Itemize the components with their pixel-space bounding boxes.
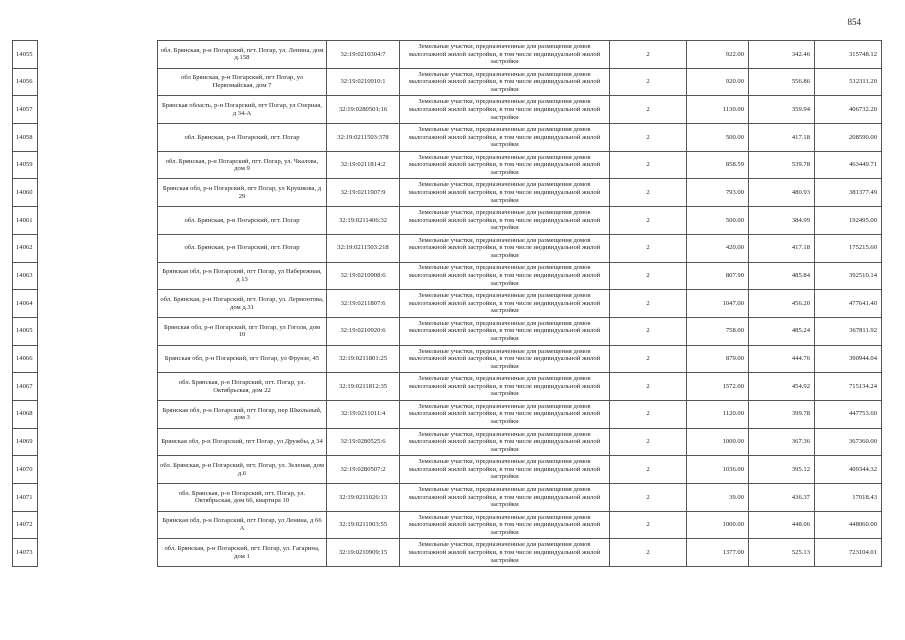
category-cell: 2 [610, 124, 687, 152]
specific-value-cell: 444.76 [749, 345, 815, 373]
land-purpose-cell: Земельные участки, предназначенные для размещения домов малоэтажной жилой застройки, в том числе индивидуальной жилой застройки [400, 345, 610, 373]
table-row [13, 428, 882, 456]
address-cell: обл. Брянская, р-н Погарский, пгт. Погар, ул. Октябрьская, дом 22 [158, 373, 327, 401]
category-cell: 2 [610, 345, 687, 373]
empty-cell [38, 317, 158, 345]
specific-value-cell: 417.18 [749, 124, 815, 152]
table-row [13, 345, 882, 373]
table-row [13, 179, 882, 207]
specific-value-cell: 448.06 [749, 511, 815, 539]
specific-value-cell: 480.93 [749, 179, 815, 207]
cadastral-value-cell: 367360.00 [815, 428, 882, 456]
category-cell: 2 [610, 96, 687, 124]
cadastral-number-cell: 32:19:0211807:6 [327, 290, 400, 318]
row-number-cell: 14057 [13, 96, 38, 124]
category-cell: 2 [610, 317, 687, 345]
cadastral-number-cell: 32:19:0280501:16 [327, 96, 400, 124]
row-number-cell: 14061 [13, 207, 38, 235]
address-cell: обл. Брянская, р-н Погарский, пгт. Погар [158, 124, 327, 152]
row-number-cell: 14056 [13, 68, 38, 96]
cadastral-number-cell: 32:19:0211903:55 [327, 511, 400, 539]
land-purpose-cell: Земельные участки, предназначенные для размещения домов малоэтажной жилой застройки, в том числе индивидуальной жилой застройки [400, 511, 610, 539]
cadastral-number-cell: 32:19:0210920:6 [327, 317, 400, 345]
specific-value-cell: 342.46 [749, 41, 815, 69]
address-cell: обл. Брянская, р-н Погарский, пгт. Погар, ул. Ленина, дом д.158 [158, 41, 327, 69]
empty-cell [38, 290, 158, 318]
area-cell: 858.59 [687, 151, 749, 179]
category-cell: 2 [610, 290, 687, 318]
address-cell: Брянская обл, р-н Погарский, пгт Погар, ул Набережная, д 13 [158, 262, 327, 290]
address-cell: Брянская обл, р-н Погарский, пгт Погар, ул Крушкова, д 29 [158, 179, 327, 207]
address-cell: Брянская обл, р-н Погарский, пгт Погар, пер Школьный, дом 3 [158, 400, 327, 428]
category-cell: 2 [610, 262, 687, 290]
area-cell: 39.00 [687, 484, 749, 512]
specific-value-cell: 525.13 [749, 539, 815, 567]
cadastral-value-cell: 409344.32 [815, 456, 882, 484]
category-cell: 2 [610, 484, 687, 512]
land-purpose-cell: Земельные участки, предназначенные для размещения домов малоэтажной жилой застройки, в том числе индивидуальной жилой застройки [400, 539, 610, 567]
address-cell: Брянская обл, р-н Погарский, пгт Погар, ул Ленина, д 66 А [158, 511, 327, 539]
specific-value-cell: 384.99 [749, 207, 815, 235]
land-purpose-cell: Земельные участки, предназначенные для размещения домов малоэтажной жилой застройки, в том числе индивидуальной жилой застройки [400, 262, 610, 290]
cadastral-number-cell: 32:19:0211503:378 [327, 124, 400, 152]
empty-cell [38, 345, 158, 373]
category-cell: 2 [610, 428, 687, 456]
land-purpose-cell: Земельные участки, предназначенные для размещения домов малоэтажной жилой застройки, в том числе индивидуальной жилой застройки [400, 234, 610, 262]
table-row [13, 539, 882, 567]
cadastral-value-cell: 315748.12 [815, 41, 882, 69]
cadastral-number-cell: 32:19:0211814:2 [327, 151, 400, 179]
category-cell: 2 [610, 151, 687, 179]
category-cell: 2 [610, 511, 687, 539]
cadastral-value-cell: 367811.92 [815, 317, 882, 345]
address-cell: обл. Брянская, р-н Погарский, пгт. Погар, ул. Лермонтова, дом д.31 [158, 290, 327, 318]
category-cell: 2 [610, 41, 687, 69]
cadastral-number-cell: 32:19:0211011:4 [327, 400, 400, 428]
cadastral-value-cell: 390944.04 [815, 345, 882, 373]
table-row [13, 41, 882, 69]
table-row [13, 124, 882, 152]
table-row [13, 96, 882, 124]
land-purpose-cell: Земельные участки, предназначенные для размещения домов малоэтажной жилой застройки, в том числе индивидуальной жилой застройки [400, 96, 610, 124]
specific-value-cell: 485.24 [749, 317, 815, 345]
cadastral-number-cell: 32:19:0211907:9 [327, 179, 400, 207]
row-number-cell: 14062 [13, 234, 38, 262]
category-cell: 2 [610, 373, 687, 401]
table-row [13, 68, 882, 96]
specific-value-cell: 399.78 [749, 400, 815, 428]
category-cell: 2 [610, 400, 687, 428]
row-number-cell: 14070 [13, 456, 38, 484]
area-cell: 500.00 [687, 207, 749, 235]
empty-cell [38, 151, 158, 179]
area-cell: 879.00 [687, 345, 749, 373]
cadastral-value-table-wrapper [12, 40, 881, 567]
cadastral-value-cell: 406732.20 [815, 96, 882, 124]
cadastral-value-cell: 208590.00 [815, 124, 882, 152]
row-number-cell: 14063 [13, 262, 38, 290]
area-cell: 807.90 [687, 262, 749, 290]
cadastral-number-cell: 32:19:0280507:2 [327, 456, 400, 484]
area-cell: 500.00 [687, 124, 749, 152]
address-cell: обл. Брянская, р-н Погарский, пгт. Погар [158, 207, 327, 235]
specific-value-cell: 436.37 [749, 484, 815, 512]
cadastral-value-cell: 448060.00 [815, 511, 882, 539]
land-purpose-cell: Земельные участки, предназначенные для размещения домов малоэтажной жилой застройки, в том числе индивидуальной жилой застройки [400, 484, 610, 512]
table-body [13, 41, 882, 567]
cadastral-value-cell: 17018.43 [815, 484, 882, 512]
specific-value-cell: 359.94 [749, 96, 815, 124]
specific-value-cell: 417.18 [749, 234, 815, 262]
land-purpose-cell: Земельные участки, предназначенные для размещения домов малоэтажной жилой застройки, в том числе индивидуальной жилой застройки [400, 373, 610, 401]
table-row [13, 484, 882, 512]
row-number-cell: 14060 [13, 179, 38, 207]
empty-cell [38, 456, 158, 484]
empty-cell [38, 179, 158, 207]
address-cell: обл. Брянская, р-н Погарский, пгт. Погар, ул. Чкалова, дом 9 [158, 151, 327, 179]
land-purpose-cell: Земельные участки, предназначенные для размещения домов малоэтажной жилой застройки, в том числе индивидуальной жилой застройки [400, 179, 610, 207]
row-number-cell: 14055 [13, 41, 38, 69]
specific-value-cell: 395.12 [749, 456, 815, 484]
specific-value-cell: 454.92 [749, 373, 815, 401]
area-cell: 793.00 [687, 179, 749, 207]
category-cell: 2 [610, 539, 687, 567]
cadastral-number-cell: 32:19:0211503:218 [327, 234, 400, 262]
category-cell: 2 [610, 207, 687, 235]
page-number: 854 [847, 17, 861, 27]
land-purpose-cell: Земельные участки, предназначенные для размещения домов малоэтажной жилой застройки, в том числе индивидуальной жилой застройки [400, 317, 610, 345]
cadastral-value-table [12, 40, 882, 567]
cadastral-number-cell: 32:19:0210910:1 [327, 68, 400, 96]
empty-cell [38, 484, 158, 512]
table-row [13, 317, 882, 345]
specific-value-cell: 556.86 [749, 68, 815, 96]
area-cell: 920.00 [687, 68, 749, 96]
area-cell: 420.00 [687, 234, 749, 262]
area-cell: 758.00 [687, 317, 749, 345]
cadastral-value-cell: 175215.60 [815, 234, 882, 262]
table-row [13, 262, 882, 290]
area-cell: 1572.00 [687, 373, 749, 401]
land-purpose-cell: Земельные участки, предназначенные для размещения домов малоэтажной жилой застройки, в том числе индивидуальной жилой застройки [400, 456, 610, 484]
address-cell: Брянская обл, р-н Погарский, пгт Погар, ул Фрунзе, 45 [158, 345, 327, 373]
empty-cell [38, 234, 158, 262]
cadastral-number-cell: 32:19:0211812:35 [327, 373, 400, 401]
address-cell: Брянская область, р-н Погарский, пгт Погар, ул Озерная, д 34-А [158, 96, 327, 124]
cadastral-value-cell: 477641.40 [815, 290, 882, 318]
land-purpose-cell: Земельные участки, предназначенные для размещения домов малоэтажной жилой застройки, в том числе индивидуальной жилой застройки [400, 428, 610, 456]
area-cell: 1377.00 [687, 539, 749, 567]
empty-cell [38, 207, 158, 235]
land-purpose-cell: Земельные участки, предназначенные для размещения домов малоэтажной жилой застройки, в том числе индивидуальной жилой застройки [400, 151, 610, 179]
area-cell: 922.00 [687, 41, 749, 69]
cadastral-number-cell: 32:19:0280525:6 [327, 428, 400, 456]
address-cell: Брянская обл, р-н Погарский, пгт Погар, ул Дружбы, д 34 [158, 428, 327, 456]
table-row [13, 373, 882, 401]
row-number-cell: 14065 [13, 317, 38, 345]
empty-cell [38, 373, 158, 401]
cadastral-value-cell: 723104.01 [815, 539, 882, 567]
row-number-cell: 14058 [13, 124, 38, 152]
category-cell: 2 [610, 68, 687, 96]
row-number-cell: 14066 [13, 345, 38, 373]
area-cell: 1000.00 [687, 511, 749, 539]
cadastral-value-cell: 463449.71 [815, 151, 882, 179]
land-purpose-cell: Земельные участки, предназначенные для размещения домов малоэтажной жилой застройки, в том числе индивидуальной жилой застройки [400, 400, 610, 428]
row-number-cell: 14072 [13, 511, 38, 539]
area-cell: 1047.00 [687, 290, 749, 318]
row-number-cell: 14071 [13, 484, 38, 512]
empty-cell [38, 41, 158, 69]
area-cell: 1120.00 [687, 400, 749, 428]
cadastral-number-cell: 32:19:0211801:25 [327, 345, 400, 373]
address-cell: Брянская обл, р-н Погарский, пгт Погар, ул Гоголя, дом 10 [158, 317, 327, 345]
table-row [13, 456, 882, 484]
row-number-cell: 14073 [13, 539, 38, 567]
row-number-cell: 14064 [13, 290, 38, 318]
land-purpose-cell: Земельные участки, предназначенные для размещения домов малоэтажной жилой застройки, в том числе индивидуальной жилой застройки [400, 124, 610, 152]
table-row [13, 400, 882, 428]
address-cell: обл. Брянская, р-н Погарский, пгт. Погар, ул. Гагарина, дом 1 [158, 539, 327, 567]
empty-cell [38, 96, 158, 124]
cadastral-number-cell: 32:19:0210909:15 [327, 539, 400, 567]
cadastral-value-cell: 715134.24 [815, 373, 882, 401]
table-row [13, 234, 882, 262]
specific-value-cell: 485.84 [749, 262, 815, 290]
row-number-cell: 14059 [13, 151, 38, 179]
row-number-cell: 14067 [13, 373, 38, 401]
cadastral-value-cell: 512311.20 [815, 68, 882, 96]
empty-cell [38, 262, 158, 290]
table-row [13, 207, 882, 235]
address-cell: обл. Брянская, р-н Погарский, пгт. Погар [158, 234, 327, 262]
address-cell: обл. Брянская, р-н Погарский, пгт. Погар, ул. Зеленая, дом д.6 [158, 456, 327, 484]
land-purpose-cell: Земельные участки, предназначенные для размещения домов малоэтажной жилой застройки, в том числе индивидуальной жилой застройки [400, 290, 610, 318]
empty-cell [38, 400, 158, 428]
area-cell: 1036.00 [687, 456, 749, 484]
table-row [13, 290, 882, 318]
specific-value-cell: 367.36 [749, 428, 815, 456]
empty-cell [38, 539, 158, 567]
area-cell: 1000.00 [687, 428, 749, 456]
specific-value-cell: 456.20 [749, 290, 815, 318]
empty-cell [38, 68, 158, 96]
cadastral-value-cell: 392510.14 [815, 262, 882, 290]
cadastral-value-cell: 192495.00 [815, 207, 882, 235]
cadastral-value-cell: 381377.49 [815, 179, 882, 207]
cadastral-value-cell: 447753.60 [815, 400, 882, 428]
empty-cell [38, 511, 158, 539]
category-cell: 2 [610, 179, 687, 207]
address-cell: обл Брянская, р-н Погарский, пгт Погар, ул Первомайская, дом 7 [158, 68, 327, 96]
cadastral-number-cell: 32:19:0211026:13 [327, 484, 400, 512]
row-number-cell: 14068 [13, 400, 38, 428]
cadastral-number-cell: 32:19:0211406:32 [327, 207, 400, 235]
table-row [13, 511, 882, 539]
area-cell: 1130.00 [687, 96, 749, 124]
empty-cell [38, 428, 158, 456]
category-cell: 2 [610, 456, 687, 484]
row-number-cell: 14069 [13, 428, 38, 456]
cadastral-number-cell: 32:19:0210908:6 [327, 262, 400, 290]
land-purpose-cell: Земельные участки, предназначенные для размещения домов малоэтажной жилой застройки, в том числе индивидуальной жилой застройки [400, 207, 610, 235]
category-cell: 2 [610, 234, 687, 262]
land-purpose-cell: Земельные участки, предназначенные для размещения домов малоэтажной жилой застройки, в том числе индивидуальной жилой застройки [400, 41, 610, 69]
table-row [13, 151, 882, 179]
specific-value-cell: 539.78 [749, 151, 815, 179]
land-purpose-cell: Земельные участки, предназначенные для размещения домов малоэтажной жилой застройки, в том числе индивидуальной жилой застройки [400, 68, 610, 96]
address-cell: обл. Брянская, р-н Погарский, пгт. Погар, ул. Октябрьская, дом 66, квартира 10 [158, 484, 327, 512]
cadastral-number-cell: 32:19:0210304:7 [327, 41, 400, 69]
empty-cell [38, 124, 158, 152]
